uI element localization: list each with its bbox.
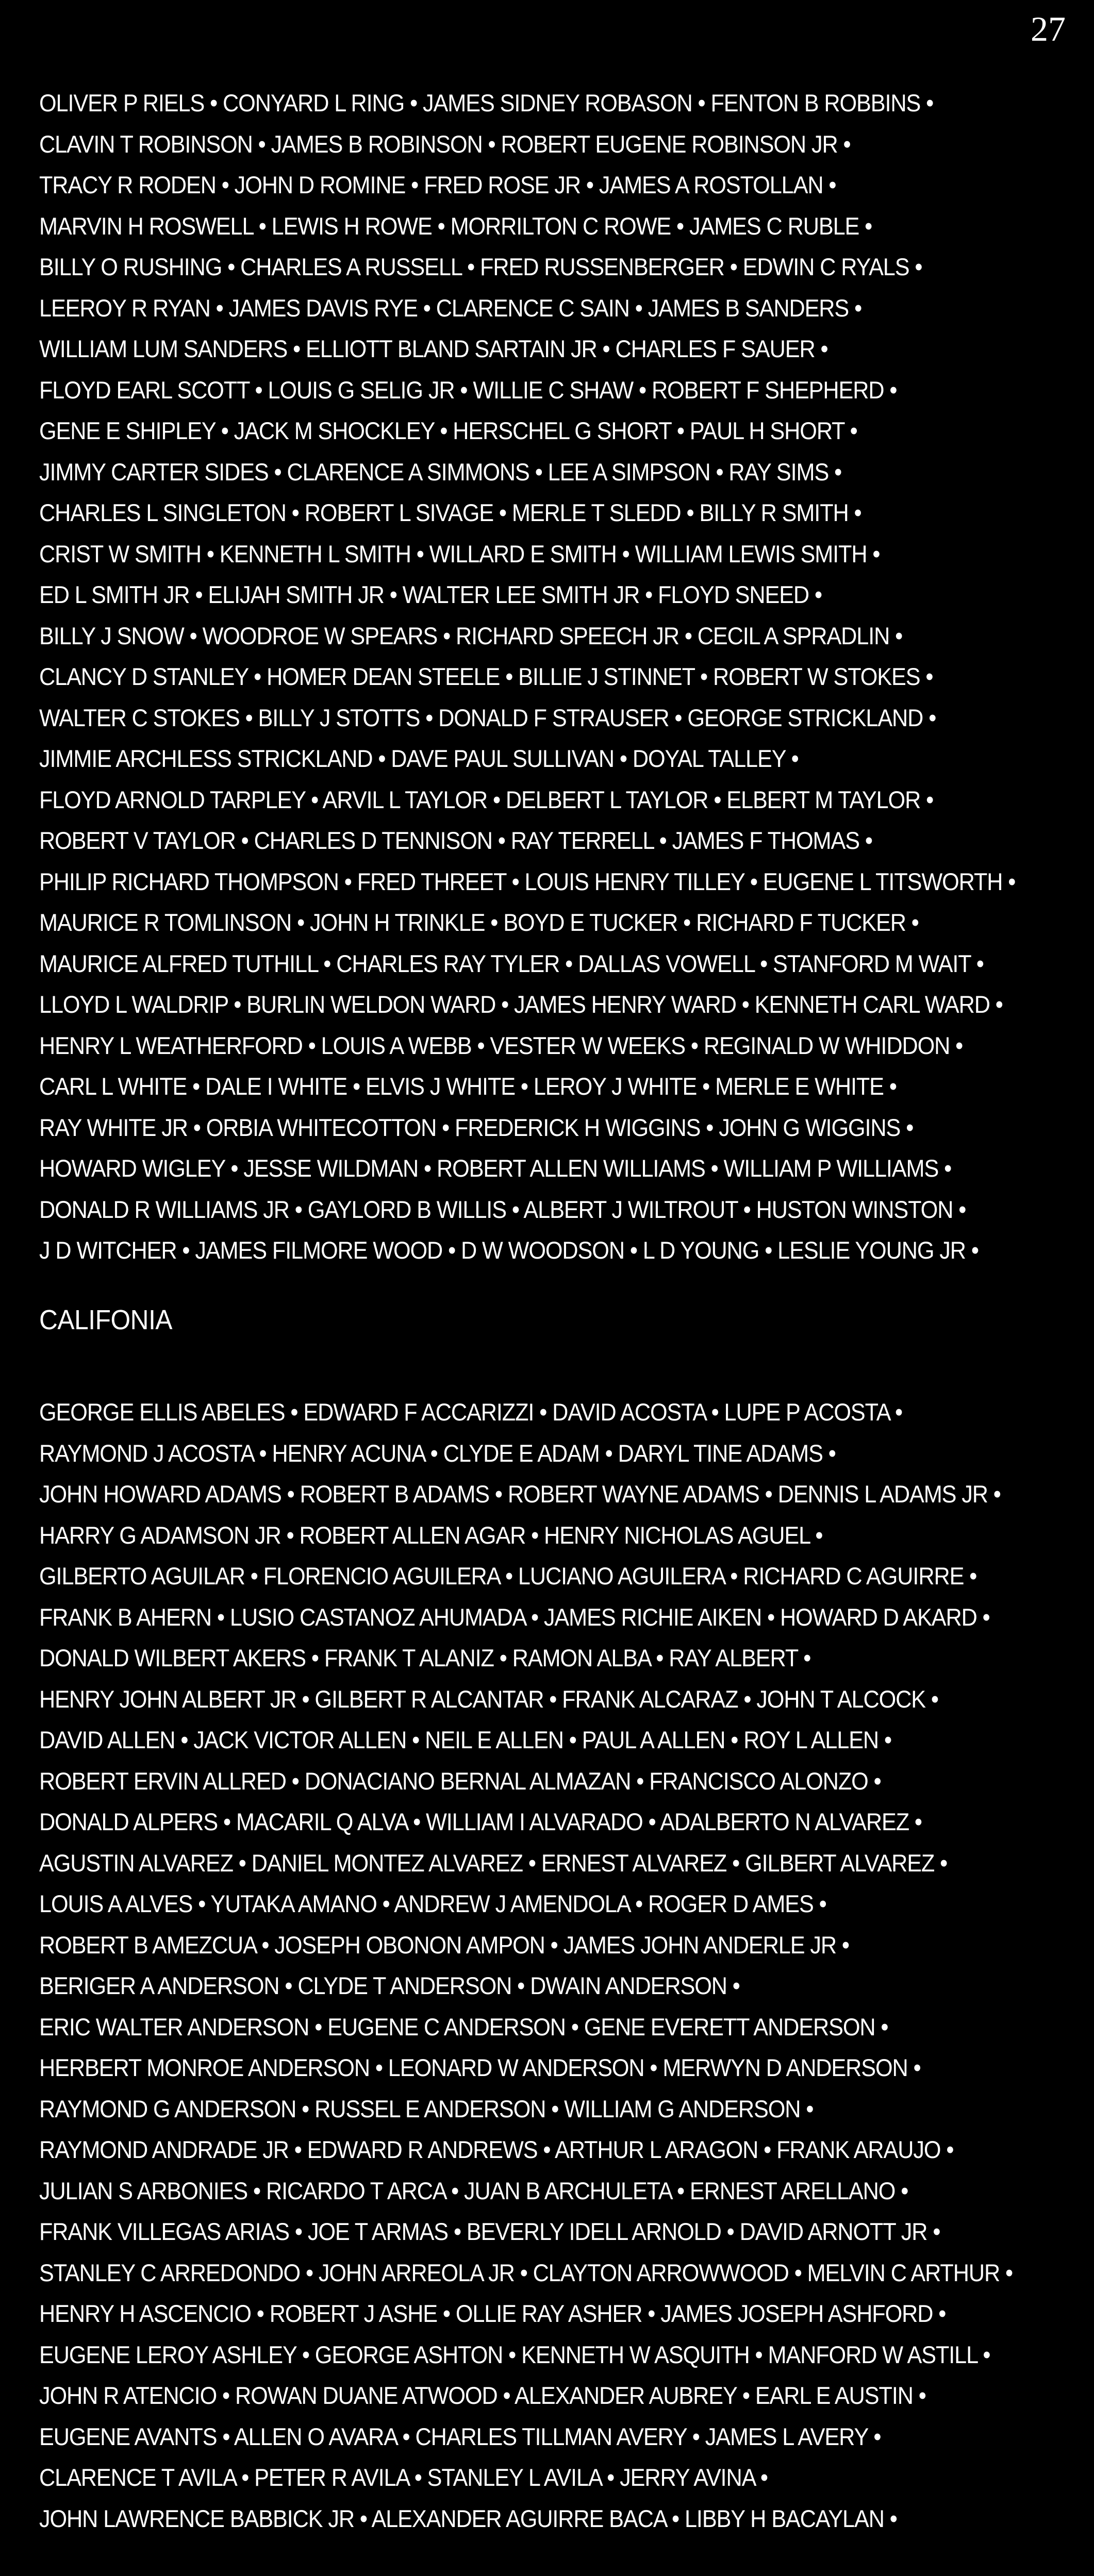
state-heading-california: CALIFONIA <box>39 1304 173 1335</box>
names-line: WILLIAM LUM SANDERS • ELLIOTT BLAND SARTAIN JR • CHARLES F SAUER • <box>39 335 828 362</box>
names-line: ERIC WALTER ANDERSON • EUGENE C ANDERSON • GENE EVERETT ANDERSON • <box>39 2013 888 2040</box>
names-line: ROBERT B AMEZCUA • JOSEPH OBONON AMPON • JAMES JOHN ANDERLE JR • <box>39 1931 849 1959</box>
names-line: MAURICE R TOMLINSON • JOHN H TRINKLE • BOYD E TUCKER • RICHARD F TUCKER • <box>39 909 919 936</box>
names-line: JIMMY CARTER SIDES • CLARENCE A SIMMONS • LEE A SIMPSON • RAY SIMS • <box>39 458 842 486</box>
names-line: JOHN R ATENCIO • ROWAN DUANE ATWOOD • ALEXANDER AUBREY • EARL E AUSTIN • <box>39 2382 926 2409</box>
names-line: HENRY L WEATHERFORD • LOUIS A WEBB • VESTER W WEEKS • REGINALD W WHIDDON • <box>39 1031 963 1059</box>
previous-state-names <box>39 82 1075 1271</box>
names-line: MARVIN H ROSWELL • LEWIS H ROWE • MORRILTON C ROWE • JAMES C RUBLE • <box>39 212 872 240</box>
names-line: GEORGE ELLIS ABELES • EDWARD F ACCARIZZI • DAVID ACOSTA • LUPE P ACOSTA • <box>39 1398 903 1426</box>
names-line: STANLEY C ARREDONDO • JOHN ARREOLA JR • CLAYTON ARROWWOOD • MELVIN C ARTHUR • <box>39 2259 1013 2286</box>
names-line: ED L SMITH JR • ELIJAH SMITH JR • WALTER LEE SMITH JR • FLOYD SNEED • <box>39 581 822 608</box>
names-line: DONALD R WILLIAMS JR • GAYLORD B WILLIS • ALBERT J WILTROUT • HUSTON WINSTON • <box>39 1195 966 1223</box>
names-line: LLOYD L WALDRIP • BURLIN WELDON WARD • JAMES HENRY WARD • KENNETH CARL WARD • <box>39 991 1003 1018</box>
names-line: JOHN HOWARD ADAMS • ROBERT B ADAMS • ROBERT WAYNE ADAMS • DENNIS L ADAMS JR • <box>39 1480 1001 1508</box>
names-line: CARL L WHITE • DALE I WHITE • ELVIS J WHITE • LEROY J WHITE • MERLE E WHITE • <box>39 1073 897 1100</box>
california-names <box>39 1392 1075 2539</box>
names-line: HENRY H ASCENCIO • ROBERT J ASHE • OLLIE RAY ASHER • JAMES JOSEPH ASHFORD • <box>39 2300 946 2327</box>
names-line: EUGENE AVANTS • ALLEN O AVARA • CHARLES TILLMAN AVERY • JAMES L AVERY • <box>39 2422 881 2450</box>
names-line: RAYMOND J ACOSTA • HENRY ACUNA • CLYDE E ADAM • DARYL TINE ADAMS • <box>39 1439 836 1467</box>
names-line: GENE E SHIPLEY • JACK M SHOCKLEY • HERSCHEL G SHORT • PAUL H SHORT • <box>39 417 857 444</box>
names-line: CLARENCE T AVILA • PETER R AVILA • STANLEY L AVILA • JERRY AVINA • <box>39 2464 768 2491</box>
names-line: DONALD ALPERS • MACARIL Q ALVA • WILLIAM I ALVARADO • ADALBERTO N ALVAREZ • <box>39 1808 922 1835</box>
names-line: BILLY J SNOW • WOODROE W SPEARS • RICHARD SPEECH JR • CECIL A SPRADLIN • <box>39 622 903 649</box>
names-line: J D WITCHER • JAMES FILMORE WOOD • D W WOODSON • L D YOUNG • LESLIE YOUNG JR • <box>39 1236 979 1264</box>
names-line: DAVID ALLEN • JACK VICTOR ALLEN • NEIL E ALLEN • PAUL A ALLEN • ROY L ALLEN • <box>39 1726 891 1753</box>
names-line: JIMMIE ARCHLESS STRICKLAND • DAVE PAUL SULLIVAN • DOYAL TALLEY • <box>39 745 799 772</box>
names-line: ROBERT V TAYLOR • CHARLES D TENNISON • RAY TERRELL • JAMES F THOMAS • <box>39 827 872 854</box>
names-line: FLOYD ARNOLD TARPLEY • ARVIL L TAYLOR • DELBERT L TAYLOR • ELBERT M TAYLOR • <box>39 785 934 813</box>
names-line: HERBERT MONROE ANDERSON • LEONARD W ANDERSON • MERWYN D ANDERSON • <box>39 2054 921 2081</box>
names-line: HOWARD WIGLEY • JESSE WILDMAN • ROBERT ALLEN WILLIAMS • WILLIAM P WILLIAMS • <box>39 1155 952 1182</box>
names-line: FLOYD EARL SCOTT • LOUIS G SELIG JR • WILLIE C SHAW • ROBERT F SHEPHERD • <box>39 376 897 404</box>
names-line: CLANCY D STANLEY • HOMER DEAN STEELE • BILLIE J STINNET • ROBERT W STOKES • <box>39 663 933 690</box>
names-line: AGUSTIN ALVAREZ • DANIEL MONTEZ ALVAREZ • ERNEST ALVAREZ • GILBERT ALVAREZ • <box>39 1849 948 1877</box>
names-line: BERIGER A ANDERSON • CLYDE T ANDERSON • DWAIN ANDERSON • <box>39 1972 740 1999</box>
names-line: EUGENE LEROY ASHLEY • GEORGE ASHTON • KENNETH W ASQUITH • MANFORD W ASTILL • <box>39 2340 990 2368</box>
names-line: TRACY R RODEN • JOHN D ROMINE • FRED ROSE JR • JAMES A ROSTOLLAN • <box>39 171 836 198</box>
names-line: GILBERTO AGUILAR • FLORENCIO AGUILERA • LUCIANO AGUILERA • RICHARD C AGUIRRE • <box>39 1562 977 1590</box>
names-line: RAYMOND ANDRADE JR • EDWARD R ANDREWS • ARTHUR L ARAGON • FRANK ARAUJO • <box>39 2136 954 2163</box>
names-line: DONALD WILBERT AKERS • FRANK T ALANIZ • RAMON ALBA • RAY ALBERT • <box>39 1644 811 1671</box>
names-line: CRIST W SMITH • KENNETH L SMITH • WILLARD E SMITH • WILLIAM LEWIS SMITH • <box>39 540 880 567</box>
names-line: LEEROY R RYAN • JAMES DAVIS RYE • CLARENCE C SAIN • JAMES B SANDERS • <box>39 294 862 322</box>
names-line: OLIVER P RIELS • CONYARD L RING • JAMES SIDNEY ROBASON • FENTON B ROBBINS • <box>39 89 934 116</box>
names-line: ROBERT ERVIN ALLRED • DONACIANO BERNAL ALMAZAN • FRANCISCO ALONZO • <box>39 1767 881 1795</box>
names-line: RAY WHITE JR • ORBIA WHITECOTTON • FREDERICK H WIGGINS • JOHN G WIGGINS • <box>39 1113 914 1141</box>
names-line: CHARLES L SINGLETON • ROBERT L SIVAGE • MERLE T SLEDD • BILLY R SMITH • <box>39 499 861 526</box>
names-line: BILLY O RUSHING • CHARLES A RUSSELL • FRED RUSSENBERGER • EDWIN C RYALS • <box>39 253 922 280</box>
names-line: JULIAN S ARBONIES • RICARDO T ARCA • JUAN B ARCHULETA • ERNEST ARELLANO • <box>39 2177 908 2204</box>
names-line: LOUIS A ALVES • YUTAKA AMANO • ANDREW J AMENDOLA • ROGER D AMES • <box>39 1890 826 1917</box>
names-line: RAYMOND G ANDERSON • RUSSEL E ANDERSON • WILLIAM G ANDERSON • <box>39 2095 814 2122</box>
names-line: PHILIP RICHARD THOMPSON • FRED THREET • LOUIS HENRY TILLEY • EUGENE L TITSWORTH • <box>39 867 1016 895</box>
page-number: 27 <box>1031 9 1066 48</box>
names-line: JOHN LAWRENCE BABBICK JR • ALEXANDER AGUIRRE BACA • LIBBY H BACAYLAN • <box>39 2504 897 2532</box>
names-line: FRANK B AHERN • LUSIO CASTANOZ AHUMADA • JAMES RICHIE AIKEN • HOWARD D AKARD • <box>39 1603 990 1631</box>
names-line: CLAVIN T ROBINSON • JAMES B ROBINSON • ROBERT EUGENE ROBINSON JR • <box>39 130 851 158</box>
names-line: MAURICE ALFRED TUTHILL • CHARLES RAY TYLER • DALLAS VOWELL • STANFORD M WAIT • <box>39 949 984 977</box>
names-line: FRANK VILLEGAS ARIAS • JOE T ARMAS • BEVERLY IDELL ARNOLD • DAVID ARNOTT JR • <box>39 2218 940 2245</box>
names-line: WALTER C STOKES • BILLY J STOTTS • DONALD F STRAUSER • GEORGE STRICKLAND • <box>39 704 936 731</box>
names-line: HARRY G ADAMSON JR • ROBERT ALLEN AGAR • HENRY NICHOLAS AGUEL • <box>39 1521 823 1549</box>
names-line: HENRY JOHN ALBERT JR • GILBERT R ALCANTAR • FRANK ALCARAZ • JOHN T ALCOCK • <box>39 1685 938 1713</box>
